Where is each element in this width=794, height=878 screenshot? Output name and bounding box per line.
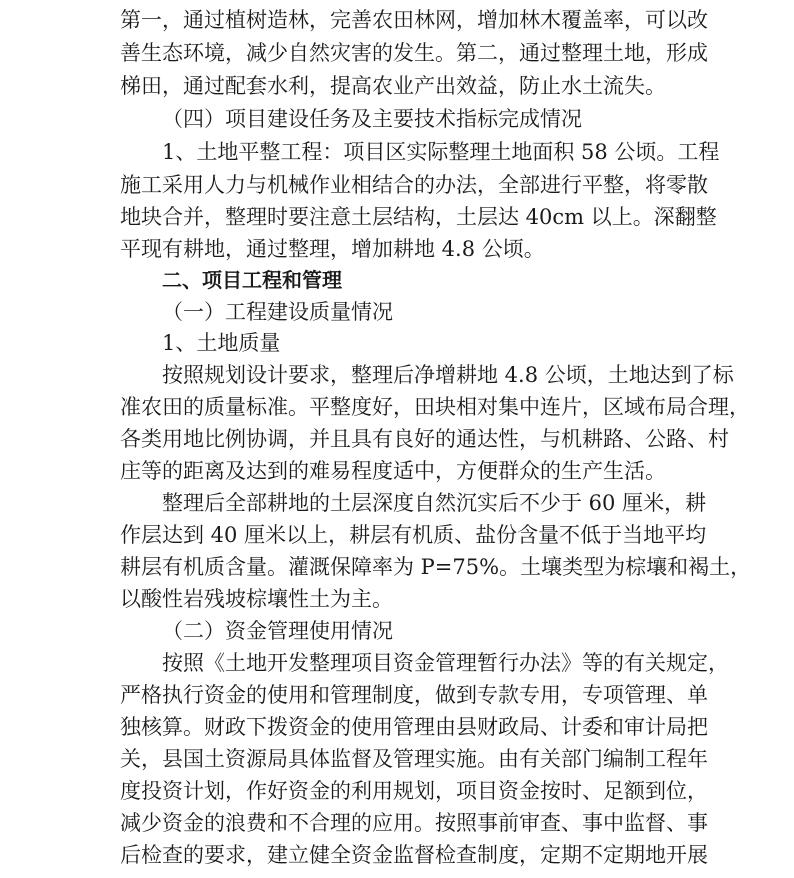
text-line: 关，县国土资源局具体监督及管理实施。由有关部门编制工程年 <box>120 747 708 771</box>
text-line: （二）资金管理使用情况 <box>162 619 393 643</box>
text-line: 耕层有机质含量。灌溉保障率为 P=75%。土壤类型为棕壤和褐土， <box>120 555 752 579</box>
text-line: 整理后全部耕地的土层深度自然沉实后不少于 60 厘米，耕 <box>162 491 707 515</box>
text-line: 施工采用人力与机械作业相结合的办法，全部进行平整，将零散 <box>120 173 708 197</box>
text-line: 严格执行资金的使用和管理制度，做到专款专用，专项管理、单 <box>120 683 708 707</box>
text-line: 第一，通过植树造林，完善农田林网，增加林木覆盖率，可以改 <box>120 8 708 32</box>
text-line: 独核算。财政下拨资金的使用管理由县财政局、计委和审计局把 <box>120 715 708 739</box>
text-line: 1、土地平整工程：项目区实际整理土地面积 58 公顷。工程 <box>162 140 720 164</box>
text-line: 准农田的质量标准。平整度好，田块相对集中连片，区域布局合理， <box>120 395 750 419</box>
text-line: 作层达到 40 厘米以上，耕层有机质、盐份含量不低于当地平均 <box>120 523 707 547</box>
text-line: 善生态环境，减少自然灾害的发生。第二，通过整理土地，形成 <box>120 41 708 65</box>
text-line: 度投资计划，作好资金的利用规划，项目资金按时、足额到位， <box>120 779 708 803</box>
text-line: （一）工程建设质量情况 <box>162 300 393 324</box>
text-line: 按照《土地开发整理项目资金管理暂行办法》等的有关规定， <box>162 651 729 675</box>
text-line: 1、土地质量 <box>162 331 281 355</box>
text-line: 各类用地比例协调，并且具有良好的通达性，与机耕路、公路、村 <box>120 427 729 451</box>
text-line: 二、项目工程和管理 <box>162 268 342 292</box>
text-line: 按照规划设计要求，整理后净增耕地 4.8 公顷，土地达到了标 <box>162 363 734 387</box>
text-line: 庄等的距离及达到的难易程度适中，方便群众的生产生活。 <box>120 459 666 483</box>
text-line: （四）项目建设任务及主要技术指标完成情况 <box>162 107 582 131</box>
text-line: 减少资金的浪费和不合理的应用。按照事前审查、事中监督、事 <box>120 811 708 835</box>
text-line: 平现有耕地，通过整理，增加耕地 4.8 公顷。 <box>120 237 545 261</box>
text-line: 后检查的要求，建立健全资金监督检查制度，定期不定期地开展 <box>120 843 708 867</box>
text-line: 梯田，通过配套水利，提高农业产出效益，防止水土流失。 <box>120 74 666 98</box>
text-line: 以酸性岩残坡棕壤性土为主。 <box>120 587 393 611</box>
text-line: 地块合并，整理时要注意土层结构，土层达 40cm 以上。深翻整 <box>120 205 717 229</box>
